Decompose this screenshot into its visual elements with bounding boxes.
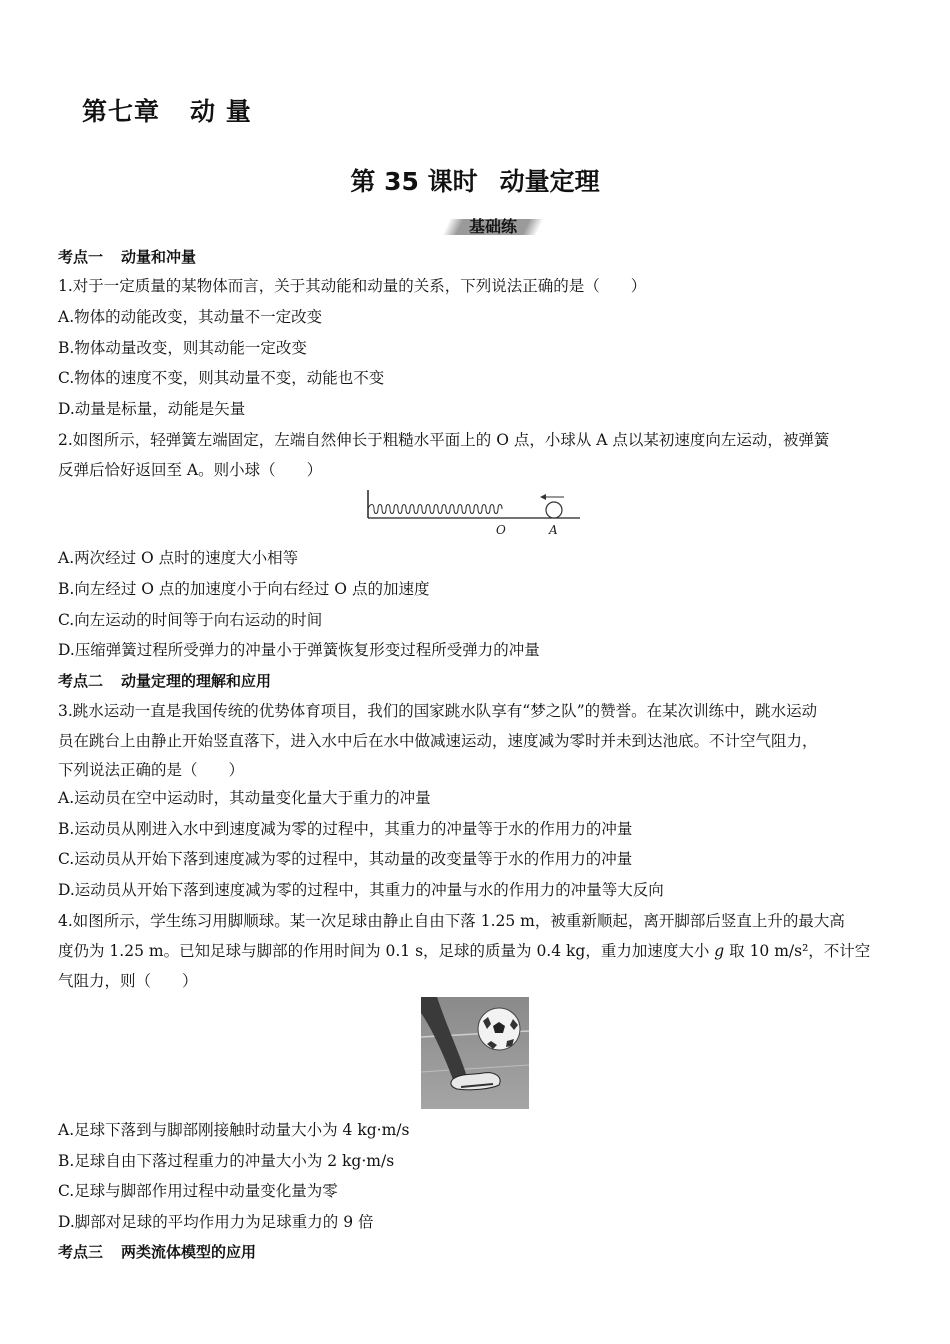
- chapter-title: 动 量: [190, 97, 252, 126]
- q2-option-d: D.压缩弹簧过程所受弹力的冲量小于弹簧恢复形变过程所受弹力的冲量: [58, 641, 540, 659]
- chapter-heading: [82, 92, 252, 128]
- q2-option-b: B.向左经过 O 点的加速度小于向右经过 O 点的加速度: [58, 580, 430, 598]
- basic-practice-badge: 基础练: [446, 216, 540, 238]
- section-heading-2: 考点二 动量定理的理解和应用: [58, 672, 272, 690]
- q1-option-c: C.物体的速度不变，则其动量不变，动能也不变: [58, 369, 385, 387]
- q1-stem: 1.对于一定质量的某物体而言，关于其动能和动量的关系，下列说法正确的是（ ）: [58, 277, 647, 295]
- q4-stem-line2: 度仍为 1.25 m。已知足球与脚部的作用时间为 0.1 s，足球的质量为 0.4 kg，重力加速度大小 g 取 10 m/s²，不计空: [58, 942, 871, 960]
- q1-option-a: A.物体的动能改变，其动量不一定改变: [58, 308, 323, 326]
- spring-ball-diagram: [364, 488, 586, 538]
- arrow-left-icon: [540, 494, 546, 500]
- q3-option-d: D.运动员从开始下落到速度减为零的过程中，其重力的冲量与水的作用力的冲量等大反向: [58, 881, 664, 899]
- q4-option-a: A.足球下落到与脚部刚接触时动量大小为 4 kg·m/s: [58, 1121, 410, 1139]
- chapter-number: 第七章: [82, 97, 161, 126]
- q4-option-c: C.足球与脚部作用过程中动量变化量为零: [58, 1182, 338, 1200]
- spring: [368, 505, 502, 514]
- q3-option-b: B.运动员从刚进入水中到速度减为零的过程中，其重力的冲量等于水的作用力的冲量: [58, 820, 633, 838]
- q4-stem-line3: 气阻力，则（ ）: [58, 972, 198, 990]
- section-heading-1: 考点一 动量和冲量: [58, 248, 197, 266]
- q3-stem-line2: 员在跳台上由静止开始竖直落下，进入水中后在水中做减速运动，速度减为零时并未到达池底。不计空气阻力，: [58, 732, 818, 750]
- q4-stem-line1: 4.如图所示，学生练习用脚顺球。某一次足球由静止自由下落 1.25 m，被重新顺起，离开脚部后竖直上升的最大高: [58, 912, 845, 930]
- label-a: A: [549, 523, 558, 537]
- q1-option-d: D.动量是标量，动能是矢量: [58, 400, 246, 418]
- q4-option-d: D.脚部对足球的平均作用力为足球重力的 9 倍: [58, 1213, 374, 1231]
- lesson-title: 动量定理: [499, 167, 600, 196]
- lesson-heading: [0, 162, 950, 198]
- label-o: O: [496, 523, 506, 537]
- q3-stem-line1: 3.跳水运动一直是我国传统的优势体育项目，我们的国家跳水队享有“梦之队”的赞誉。在某次训练中，跳水运动: [58, 702, 818, 720]
- soccer-photo: [421, 997, 529, 1109]
- q2-option-a: A.两次经过 O 点时的速度大小相等: [58, 549, 299, 567]
- q3-stem-line3: 下列说法正确的是（ ）: [58, 761, 245, 779]
- q4-option-b: B.足球自由下落过程重力的冲量大小为 2 kg·m/s: [58, 1152, 395, 1170]
- q2-stem-line2: 反弹后恰好返回至 A。则小球（ ）: [58, 461, 323, 479]
- section-heading-3: 考点三 两类流体模型的应用: [58, 1243, 257, 1261]
- q3-option-a: A.运动员在空中运动时，其动量变化量大于重力的冲量: [58, 789, 431, 807]
- q3-option-c: C.运动员从开始下落到速度减为零的过程中，其动量的改变量等于水的作用力的冲量: [58, 850, 633, 868]
- lesson-number: 第 35 课时: [350, 167, 478, 196]
- q1-option-b: B.物体动量改变，则其动能一定改变: [58, 339, 307, 357]
- ball: [546, 502, 562, 518]
- q2-option-c: C.向左运动的时间等于向右运动的时间: [58, 611, 323, 629]
- soccer-ball: [478, 1008, 520, 1050]
- q2-stem-line1: 2.如图所示，轻弹簧左端固定，左端自然伸长于粗糙水平面上的 O 点，小球从 A 点以某初速度向左运动，被弹簧: [58, 431, 830, 449]
